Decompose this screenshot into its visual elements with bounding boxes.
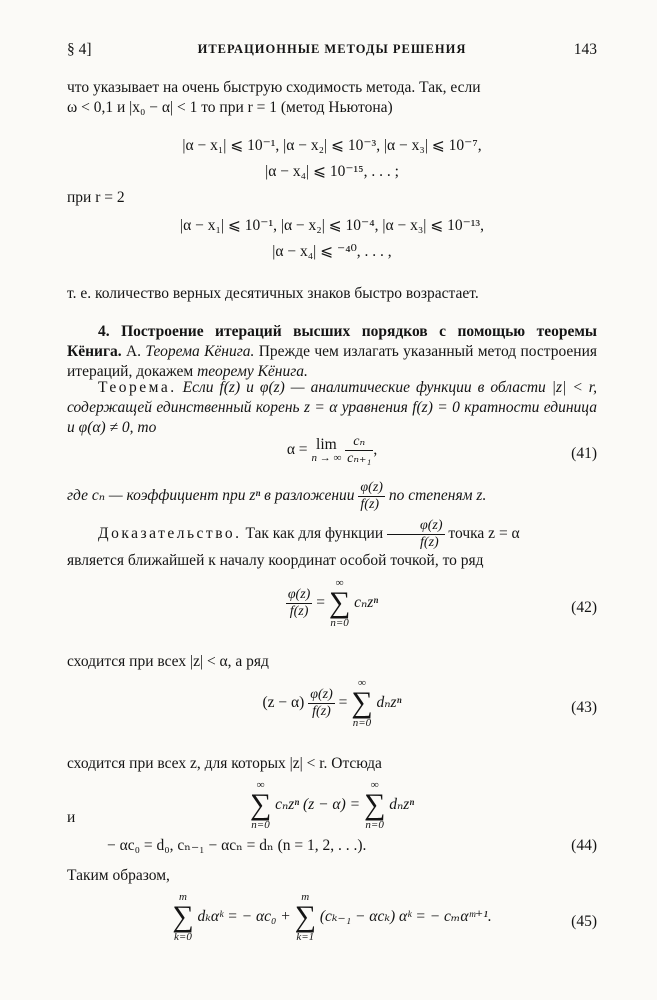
equation-r2-row2: |α − x₄| ⩽ ⁻⁴⁰, . . . , bbox=[272, 243, 392, 261]
page bbox=[67, 40, 598, 943]
eqmid-sum2-top: ∞ bbox=[370, 779, 379, 791]
converges-2: сходится при всех z, для которых |z| < r. Отсюда bbox=[67, 755, 382, 772]
proof bbox=[67, 518, 597, 571]
eq43-sum bbox=[351, 678, 372, 729]
eq44-text: − αc₀ = d₀, cₙ₋₁ − αcₙ = dₙ (n = 1, 2, . . .). bbox=[107, 837, 367, 854]
eq42-number: (42) bbox=[571, 599, 597, 616]
sigma-icon: ∑ bbox=[328, 586, 351, 619]
proof-label: Доказательство. bbox=[98, 525, 242, 543]
eq43-prefix: (z − α) bbox=[262, 693, 305, 711]
equation-41 bbox=[67, 434, 597, 478]
eq45-term1: dₖαᵏ = − αc₀ + bbox=[197, 907, 291, 925]
eq42-eq: = bbox=[316, 593, 325, 611]
eq43-number: (43) bbox=[571, 699, 597, 716]
proof-den: f(z) bbox=[420, 535, 439, 551]
eq41-lim bbox=[311, 437, 341, 465]
eq41-lim-word: lim bbox=[316, 435, 337, 453]
eq42-fraction bbox=[286, 587, 313, 620]
pri-r2: при r = 2 bbox=[67, 189, 125, 206]
eq43-term: dₙzⁿ bbox=[376, 693, 402, 711]
where-line bbox=[67, 480, 597, 513]
equation-r1 bbox=[67, 136, 597, 182]
eq42-sum-bot: n=0 bbox=[330, 616, 349, 629]
thus: Таким образом, bbox=[67, 867, 170, 884]
proof-num: φ(z) bbox=[387, 518, 445, 535]
proof-after: точка z = α bbox=[448, 525, 520, 543]
equation-43 bbox=[67, 678, 597, 744]
theorem bbox=[67, 378, 597, 438]
proof-fraction bbox=[387, 518, 445, 551]
eq45-sum2-top: m bbox=[301, 891, 310, 903]
equation-r1-row2: |α − x₄| ⩽ 10⁻¹⁵, . . . ; bbox=[265, 163, 399, 181]
eq45-sum-2 bbox=[295, 892, 316, 943]
eq45-sum1-bot: k=0 bbox=[174, 930, 192, 943]
eq42-den: f(z) bbox=[289, 603, 309, 619]
eqmid-sum1-top: ∞ bbox=[256, 779, 265, 791]
intro-line-1: что указывает на очень быструю сходимость метода. Так, если bbox=[67, 79, 481, 96]
eq41-lim-sub: n → ∞ bbox=[311, 451, 342, 464]
eqmid-term2: dₙzⁿ bbox=[389, 795, 415, 813]
eq44-number: (44) bbox=[571, 837, 597, 854]
header-title: ИТЕРАЦИОННЫЕ МЕТОДЫ РЕШЕНИЯ bbox=[197, 42, 467, 56]
eqmid-sum2-bot: n=0 bbox=[365, 818, 384, 831]
eqmid-term1: cₙzⁿ (z − α) = bbox=[275, 795, 361, 813]
label-a: А. bbox=[125, 343, 142, 361]
eq43-eq: = bbox=[338, 693, 348, 711]
proof-before: Так как для функции bbox=[245, 525, 384, 543]
section-4 bbox=[67, 322, 597, 382]
page-number: 143 bbox=[573, 41, 597, 58]
eq42-term: cₙzⁿ bbox=[354, 593, 379, 611]
proof-line-2: является ближайшей к началу координат особой точкой, то ряд bbox=[67, 552, 484, 570]
eq42-num: φ(z) bbox=[286, 587, 313, 604]
eq43-sum-bot: n=0 bbox=[352, 716, 372, 729]
header-section: § 4] bbox=[67, 41, 92, 58]
converges-1: сходится при всех |z| < α, а ряд bbox=[67, 653, 269, 670]
where-after: по степеням z. bbox=[388, 487, 487, 505]
theorem-ref: теорему Кёнига. bbox=[197, 363, 308, 381]
equation-r2 bbox=[67, 216, 597, 262]
eq41-den: cₙ₊₁ bbox=[347, 451, 372, 467]
eqmid-sum1-bot: n=0 bbox=[251, 818, 270, 831]
where-before: где cₙ — коэффициент при zⁿ в разложении bbox=[67, 487, 355, 505]
eq42-sum-top: ∞ bbox=[335, 577, 344, 589]
eq45-sum-1 bbox=[172, 892, 193, 943]
eq43-sum-top: ∞ bbox=[358, 677, 366, 689]
equation-42 bbox=[67, 578, 597, 642]
eq43-den: f(z) bbox=[312, 703, 331, 719]
sigma-icon: ∑ bbox=[172, 900, 194, 933]
intro-paragraph bbox=[67, 78, 597, 118]
eq42-sum bbox=[329, 578, 350, 629]
sigma-icon: ∑ bbox=[351, 686, 373, 719]
eq43-fraction bbox=[308, 687, 335, 720]
eq43-num: φ(z) bbox=[308, 687, 335, 704]
where-num: φ(z) bbox=[358, 480, 385, 497]
eq41-num: cₙ bbox=[345, 434, 373, 451]
theorem-label: Теорема. bbox=[98, 379, 177, 396]
theorem-name: Теорема Кёнига. bbox=[145, 343, 255, 361]
eq45-sum2-bot: k=1 bbox=[296, 930, 315, 943]
sigma-icon: ∑ bbox=[363, 788, 386, 821]
eq45-sum1-top: m bbox=[178, 891, 187, 903]
equation-r2-row1: |α − x₁| ⩽ 10⁻¹, |α − x₂| ⩽ 10⁻⁴, |α − x₃| ⩽ 10⁻¹³, bbox=[180, 217, 484, 234]
equation-45 bbox=[67, 892, 597, 954]
sigma-icon: ∑ bbox=[294, 900, 316, 933]
eq41-fraction bbox=[345, 434, 373, 467]
eq41-tail: , bbox=[373, 441, 378, 459]
eq45-term2: (cₖ₋₁ − αcₖ) αᵏ = − cₘαᵐ⁺¹. bbox=[319, 907, 492, 925]
section-rest: Прежде чем излагать указанный метод построения итераций, докажем bbox=[67, 343, 598, 381]
running-header bbox=[67, 40, 597, 62]
where-fraction bbox=[358, 480, 385, 513]
conclusion: т. е. количество верных десятичных знаков быстро возрастает. bbox=[67, 285, 479, 302]
equation-r1-row1: |α − x₁| ⩽ 10⁻¹, |α − x₂| ⩽ 10⁻³, |α − x₃| ⩽ 10⁻⁷, bbox=[182, 137, 482, 154]
sigma-icon: ∑ bbox=[249, 788, 272, 821]
eq41-number: (41) bbox=[571, 445, 597, 462]
eq41-lhs: α = bbox=[286, 441, 308, 459]
where-den: f(z) bbox=[360, 497, 380, 513]
section-heading: 4. Построение итераций высших порядков с помощью теоремы Кёнига. bbox=[67, 323, 597, 361]
eq45-number: (45) bbox=[571, 913, 597, 930]
theorem-text: Если f(z) и φ(z) — аналитические функции в области |z| < r, содержащей единственный корень z = α уравнения f(z) = 0 кратности единица и φ(α) ≠ 0, то bbox=[67, 379, 597, 437]
intro-line-2: ω < 0,1 и |x₀ − α| < 1 то при r = 1 (метод Ньютона) bbox=[67, 99, 393, 117]
and-word: и bbox=[67, 809, 76, 826]
